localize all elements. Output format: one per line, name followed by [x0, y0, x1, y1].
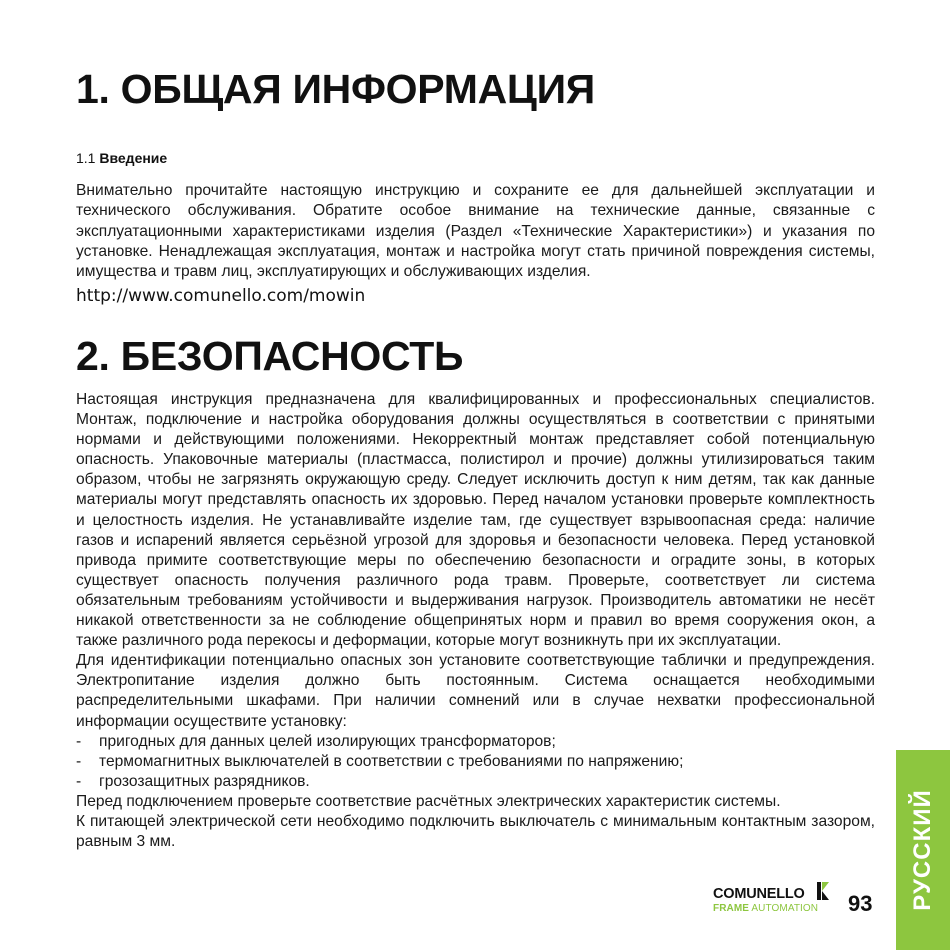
page-number: 93 [848, 891, 873, 916]
list-item [76, 772, 875, 792]
bullet-dash: - [76, 752, 82, 770]
language-tab [896, 750, 950, 950]
list-item-text: пригодных для данных целей изолирующих трансформаторов; [99, 732, 556, 750]
intro-paragraph: Внимательно прочитайте настоящую инструкцию и сохраните ее для дальнейшей эксплуатации и технического обслуживания. Обратите особое внимание на технические данные, связанные с эксплуатационными характеристиками изделия (Раздел «Технические Характеристики») и указания по установке. Ненадлежащая эксплуатация, монтаж и настройка могут стать причиной повреждения системы, имущества и травм лиц, эксплуатирующих и обслуживающих изделия. [76, 182, 875, 281]
safety-paragraph-3: Перед подключением проверьте соответствие расчётных электрических характеристик системы. [76, 792, 781, 810]
list-item-text: грозозащитных разрядников. [99, 772, 310, 790]
subsection-heading-introduction [76, 150, 167, 166]
safety-text [76, 390, 875, 852]
language-tab-label: РУССКИЙ [909, 789, 936, 911]
section-heading-general-info: 1. ОБЩАЯ ИНФОРМАЦИЯ [76, 66, 595, 112]
list-item [76, 732, 875, 752]
safety-paragraph-2: Для идентификации потенциально опасных зон установите соответствующие таблички и предупреждения. Электропитание изделия должно быть постоянным. Система оснащается необходимыми распределительными шкафами. При наличии сомнений или в случае нехватки профессиональной информации осуществите установку: [76, 652, 875, 730]
logo-mark-icon [817, 882, 829, 900]
safety-paragraph-1: Настоящая инструкция предназначена для квалифицированных и профессиональных специалистов. Монтаж, подключение и настройка оборудования должны осуществляться в соответствии с принятыми нормами и действующими положениями. Некорректный монтаж представляет собой потенциальную опасность. Упаковочные материалы (пластмасса, полистирол и прочие) должны утилизироваться таким образом, чтобы не загрязнять окружающую среду. Следует исключить доступ к ним детям, так как данные материалы могут представлять опасность их здоровью. Перед началом установки проверьте комплектность и целостность изделия. Не устанавливайте изделие там, где существует взрывоопасная среда: наличие газов и испарений является серьёзной угрозой для здоровья и безопасности человека. Перед установкой привода примите соответствующие меры по обеспечению безопасности и оградите зоны, в которых существует опасность получения различного рода травм. Проверьте, соответствует ли система обязательным требованиям устойчивости и выдерживания нагрузок. Производитель автоматики не несёт никакой ответственности за не соблюдение общепринятых норм и правил во время сооружения окон, а также различного рода перекосы и деформации, которые могут возникнуть при их эксплуатации. [76, 391, 875, 650]
list-item-text: термомагнитных выключателей в соответствии с требованиями по напряжению; [99, 752, 684, 770]
bullet-dash: - [76, 732, 82, 750]
logo-brand-text: COMUNELLO [713, 886, 805, 902]
logo-subtitle-rest: AUTOMATION [749, 903, 819, 914]
bullet-dash: - [76, 772, 82, 790]
section-heading-safety: 2. БЕЗОПАСНОСТЬ [76, 333, 464, 379]
subsection-title: Введение [99, 150, 168, 166]
logo-subtitle [713, 903, 818, 914]
website-url: http://www.comunello.com/mowin [76, 286, 366, 306]
logo-subtitle-bold: FRAME [713, 903, 750, 914]
comunello-logo [713, 882, 833, 918]
safety-paragraph-4: К питающей электрической сети необходимо подключить выключатель с минимальным контактным зазором, равным 3 мм. [76, 812, 875, 851]
safety-bullet-list [76, 732, 875, 792]
subsection-number: 1.1 [76, 150, 96, 166]
list-item [76, 752, 875, 772]
